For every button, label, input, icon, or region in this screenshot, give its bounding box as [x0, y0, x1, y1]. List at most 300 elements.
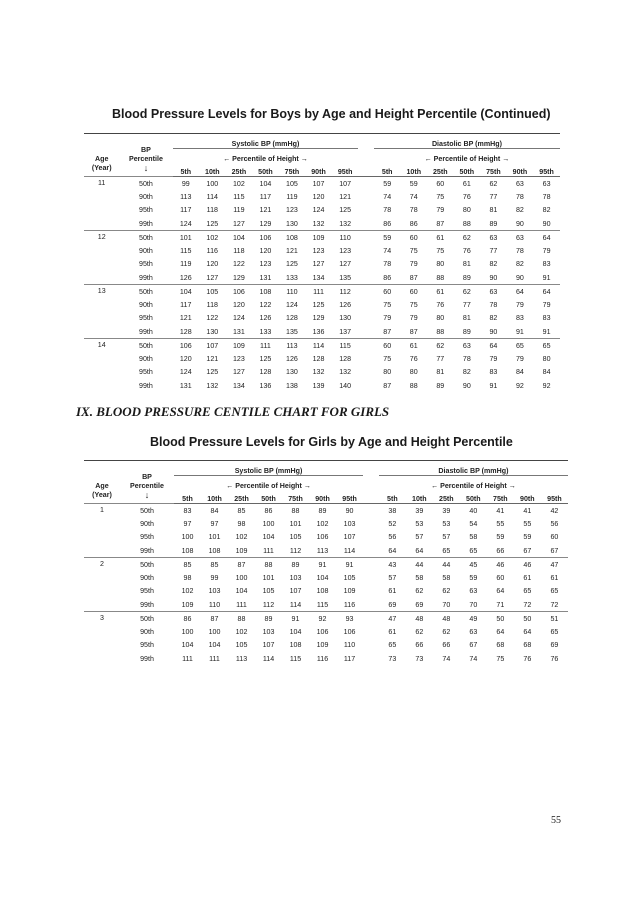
- age-cell: 14: [84, 339, 119, 393]
- diastolic-value-cell: 67: [523, 546, 532, 555]
- diastolic-value-cell: 80: [436, 260, 445, 269]
- diastolic-value-cell: 78: [383, 206, 392, 215]
- systolic-height-col-header: 10th: [199, 163, 226, 177]
- diastolic-value-cell: 83: [542, 260, 551, 269]
- diastolic-value-cell: 46: [487, 558, 514, 572]
- systolic-value-cell: 116: [316, 654, 329, 663]
- column-gap: [358, 339, 373, 353]
- bp-percentile-cell: 50th: [119, 231, 172, 245]
- systolic-value-cell: 117: [180, 206, 192, 215]
- diastolic-value-cell: 72: [550, 600, 559, 609]
- diastolic-value-cell: 60: [496, 573, 505, 582]
- diastolic-value-cell: 59: [400, 177, 427, 191]
- systolic-value-cell: 129: [259, 219, 272, 228]
- systolic-value-cell: 128: [286, 314, 298, 323]
- diastolic-value-cell: 76: [550, 654, 559, 663]
- table-row: [84, 177, 560, 191]
- diastolic-value-cell: 41: [487, 504, 514, 518]
- diastolic-value-cell: 54: [469, 519, 478, 528]
- systolic-value-cell: 136: [312, 327, 325, 336]
- systolic-value-cell: 106: [226, 285, 253, 299]
- diastolic-value-cell: 64: [523, 627, 532, 636]
- systolic-value-cell: 83: [174, 504, 201, 518]
- diastolic-value-cell: 90: [462, 381, 471, 390]
- table-row: [84, 571, 568, 585]
- diastolic-value-cell: 47: [379, 612, 406, 626]
- diastolic-value-cell: 56: [388, 533, 397, 542]
- systolic-value-cell: 135: [286, 327, 298, 336]
- systolic-value-cell: 133: [259, 327, 272, 336]
- systolic-value-cell: 89: [282, 558, 309, 572]
- column-gap: [358, 217, 373, 231]
- systolic-value-cell: 121: [179, 314, 192, 323]
- diastolic-value-cell: 63: [533, 177, 560, 191]
- age-header: [84, 134, 119, 177]
- systolic-value-cell: 104: [226, 231, 253, 245]
- systolic-value-cell: 120: [312, 192, 325, 201]
- diastolic-value-cell: 59: [496, 533, 505, 542]
- systolic-value-cell: 105: [235, 641, 248, 650]
- diastolic-value-cell: 89: [462, 273, 471, 282]
- diastolic-value-cell: 62: [442, 627, 451, 636]
- diastolic-value-cell: 61: [427, 231, 454, 245]
- age-header-label: Age (Year): [91, 155, 112, 172]
- systolic-value-cell: 107: [343, 533, 356, 542]
- diastolic-height-col-header: 5th: [379, 490, 406, 504]
- systolic-value-cell: 131: [179, 381, 192, 390]
- systolic-value-cell: 111: [252, 339, 279, 353]
- diastolic-value-cell: 70: [442, 600, 451, 609]
- systolic-value-cell: 100: [181, 627, 194, 636]
- diastolic-value-cell: 80: [409, 368, 418, 377]
- systolic-value-cell: 125: [206, 219, 219, 228]
- systolic-value-cell: 135: [339, 273, 352, 282]
- bp-percentile-cell: 99th: [140, 600, 154, 609]
- systolic-height-col-header: 25th: [226, 163, 253, 177]
- systolic-value-cell: 125: [286, 260, 298, 269]
- systolic-value-cell: 105: [343, 573, 356, 582]
- table-row: [84, 585, 568, 599]
- systolic-value-cell: 106: [316, 533, 329, 542]
- diastolic-value-cell: 90: [489, 327, 498, 336]
- diastolic-value-cell: 62: [480, 177, 507, 191]
- bp-percentile-cell: 50th: [120, 504, 174, 518]
- systolic-header: Systolic BP (mmHg): [173, 134, 359, 149]
- systolic-height-col-header: 75th: [282, 490, 309, 504]
- diastolic-value-cell: 76: [436, 300, 445, 309]
- table-row: [84, 339, 560, 353]
- systolic-value-cell: 126: [179, 273, 192, 282]
- diastolic-value-cell: 70: [469, 600, 478, 609]
- diastolic-value-cell: 76: [462, 192, 471, 201]
- diastolic-value-cell: 60: [374, 339, 401, 353]
- diastolic-value-cell: 43: [379, 558, 406, 572]
- column-gap: [363, 585, 379, 599]
- girls-bp-table: [84, 460, 568, 666]
- diastolic-value-cell: 82: [515, 260, 524, 269]
- column-gap: [363, 531, 379, 545]
- systolic-value-cell: 124: [312, 206, 325, 215]
- systolic-height-col-header: 50th: [252, 163, 279, 177]
- systolic-value-cell: 112: [289, 546, 302, 555]
- diastolic-value-cell: 77: [462, 300, 471, 309]
- column-gap: [358, 366, 373, 380]
- column-gap: [358, 258, 373, 272]
- diastolic-value-cell: 89: [489, 219, 498, 228]
- systolic-value-cell: 89: [309, 504, 336, 518]
- bp-percentile-cell: 99th: [140, 654, 154, 663]
- diastolic-value-cell: 78: [383, 260, 392, 269]
- systolic-value-cell: 128: [259, 368, 272, 377]
- diastolic-value-cell: 83: [542, 314, 551, 323]
- systolic-value-cell: 103: [208, 587, 221, 596]
- diastolic-value-cell: 84: [542, 368, 551, 377]
- systolic-value-cell: 101: [208, 533, 221, 542]
- diastolic-value-cell: 51: [541, 612, 568, 626]
- diastolic-value-cell: 57: [442, 533, 451, 542]
- diastolic-value-cell: 75: [496, 654, 505, 663]
- systolic-value-cell: 130: [286, 368, 298, 377]
- diastolic-value-cell: 78: [409, 206, 418, 215]
- diastolic-value-cell: 92: [515, 381, 524, 390]
- diastolic-value-cell: 52: [388, 519, 397, 528]
- boys-table-title: Blood Pressure Levels for Boys by Age and Height Percentile (Continued): [112, 107, 551, 121]
- systolic-value-cell: 123: [259, 260, 272, 269]
- diastolic-value-cell: 65: [388, 641, 397, 650]
- diastolic-value-cell: 66: [415, 641, 424, 650]
- systolic-value-cell: 109: [226, 339, 253, 353]
- diastolic-value-cell: 91: [542, 273, 551, 282]
- column-gap: [358, 244, 373, 258]
- diastolic-value-cell: 64: [507, 285, 534, 299]
- systolic-value-cell: 133: [286, 273, 298, 282]
- systolic-value-cell: 123: [286, 206, 298, 215]
- systolic-value-cell: 86: [255, 504, 282, 518]
- age-cell: 11: [84, 177, 119, 231]
- systolic-value-cell: 102: [316, 519, 329, 528]
- systolic-value-cell: 138: [286, 381, 298, 390]
- diastolic-value-cell: 58: [442, 573, 451, 582]
- diastolic-value-cell: 65: [442, 546, 451, 555]
- diastolic-value-cell: 90: [515, 219, 524, 228]
- bp-percentile-cell: 90th: [139, 300, 153, 309]
- table-row: [84, 652, 568, 666]
- diastolic-value-cell: 60: [427, 177, 454, 191]
- systolic-value-cell: 119: [233, 206, 245, 215]
- table-row: [84, 231, 560, 245]
- diastolic-value-cell: 78: [542, 192, 551, 201]
- diastolic-value-cell: 64: [533, 285, 560, 299]
- table-row: [84, 271, 560, 285]
- systolic-value-cell: 123: [312, 246, 325, 255]
- table-row: [84, 544, 568, 558]
- systolic-value-cell: 125: [259, 354, 272, 363]
- diastolic-value-cell: 53: [442, 519, 451, 528]
- diastolic-value-cell: 88: [409, 381, 418, 390]
- systolic-value-cell: 127: [232, 368, 245, 377]
- diastolic-value-cell: 74: [383, 192, 392, 201]
- systolic-value-cell: 118: [206, 300, 218, 309]
- diastolic-height-col-header: 75th: [487, 490, 514, 504]
- diastolic-value-cell: 89: [462, 327, 471, 336]
- diastolic-value-cell: 62: [454, 231, 481, 245]
- diastolic-height-col-header: 75th: [480, 163, 507, 177]
- systolic-value-cell: 115: [289, 654, 302, 663]
- systolic-value-cell: 88: [228, 612, 255, 626]
- diastolic-value-cell: 75: [383, 354, 392, 363]
- systolic-value-cell: 102: [226, 177, 253, 191]
- systolic-value-cell: 107: [332, 177, 359, 191]
- systolic-value-cell: 111: [305, 285, 332, 299]
- diastolic-value-cell: 64: [415, 546, 424, 555]
- column-gap: [358, 271, 373, 285]
- systolic-value-cell: 139: [312, 381, 325, 390]
- systolic-value-cell: 91: [336, 558, 363, 572]
- systolic-value-cell: 136: [259, 381, 272, 390]
- bp-percentile-cell: 95th: [139, 368, 153, 377]
- diastolic-value-cell: 56: [550, 519, 559, 528]
- systolic-value-cell: 105: [199, 285, 226, 299]
- systolic-value-cell: 117: [343, 654, 356, 663]
- systolic-value-cell: 108: [289, 641, 302, 650]
- diastolic-value-cell: 68: [523, 641, 532, 650]
- column-gap: [363, 504, 379, 518]
- diastolic-header: Diastolic BP (mmHg): [379, 461, 568, 476]
- table-row: [84, 558, 568, 572]
- column-gap: [358, 352, 373, 366]
- diastolic-value-cell: 89: [436, 381, 445, 390]
- diastolic-value-cell: 75: [436, 246, 445, 255]
- systolic-value-cell: 117: [180, 300, 192, 309]
- diastolic-value-cell: 40: [460, 504, 487, 518]
- diastolic-value-cell: 64: [388, 546, 397, 555]
- diastolic-value-cell: 86: [409, 219, 418, 228]
- systolic-value-cell: 115: [332, 339, 359, 353]
- table-row: [84, 598, 568, 612]
- diastolic-value-cell: 48: [433, 612, 460, 626]
- diastolic-value-cell: 63: [469, 627, 478, 636]
- age-cell: 13: [84, 285, 119, 339]
- systolic-value-cell: 90: [336, 504, 363, 518]
- diastolic-height-col-header: 25th: [433, 490, 460, 504]
- diastolic-value-cell: 69: [415, 600, 424, 609]
- diastolic-value-cell: 79: [515, 300, 524, 309]
- diastolic-value-cell: 46: [514, 558, 541, 572]
- systolic-value-cell: 104: [316, 573, 329, 582]
- systolic-value-cell: 85: [174, 558, 201, 572]
- diastolic-value-cell: 66: [442, 641, 451, 650]
- systolic-value-cell: 97: [210, 519, 219, 528]
- diastolic-height-col-header: 5th: [374, 163, 401, 177]
- systolic-height-col-header: 90th: [309, 490, 336, 504]
- systolic-value-cell: 130: [206, 327, 219, 336]
- diastolic-value-cell: 81: [436, 368, 445, 377]
- bp-percentile-label: BP Percentile: [128, 146, 163, 163]
- bp-percentile-cell: 99th: [139, 327, 153, 336]
- bp-percentile-cell: 90th: [139, 192, 153, 201]
- systolic-value-cell: 98: [183, 573, 192, 582]
- systolic-value-cell: 121: [286, 246, 298, 255]
- systolic-value-cell: 102: [181, 587, 194, 596]
- diastolic-height-col-header: 90th: [507, 163, 534, 177]
- down-arrow-icon: ↓: [143, 163, 149, 173]
- diastolic-value-cell: 59: [374, 177, 401, 191]
- diastolic-value-cell: 87: [436, 219, 445, 228]
- diastolic-height-percentile-label: ← Percentile of Height →: [431, 482, 516, 490]
- diastolic-value-cell: 79: [409, 260, 418, 269]
- systolic-value-cell: 125: [312, 300, 325, 309]
- diastolic-value-cell: 62: [427, 339, 454, 353]
- diastolic-value-cell: 45: [460, 558, 487, 572]
- column-gap: [363, 652, 379, 666]
- column-gap: [358, 325, 373, 339]
- diastolic-value-cell: 79: [542, 246, 551, 255]
- systolic-value-cell: 122: [206, 314, 219, 323]
- diastolic-height-col-header: 90th: [514, 490, 541, 504]
- systolic-value-cell: 99: [210, 573, 219, 582]
- diastolic-value-cell: 63: [507, 177, 534, 191]
- diastolic-value-cell: 83: [515, 314, 524, 323]
- bp-percentile-header: [119, 134, 172, 177]
- systolic-value-cell: 121: [339, 192, 352, 201]
- diastolic-value-cell: 57: [388, 573, 397, 582]
- systolic-value-cell: 121: [206, 354, 219, 363]
- diastolic-value-cell: 58: [415, 573, 424, 582]
- systolic-value-cell: 132: [312, 368, 325, 377]
- diastolic-value-cell: 83: [489, 368, 498, 377]
- bp-percentile-cell: 50th: [119, 285, 172, 299]
- systolic-value-cell: 86: [174, 612, 201, 626]
- diastolic-value-cell: 48: [406, 612, 433, 626]
- systolic-value-cell: 128: [179, 327, 192, 336]
- diastolic-value-cell: 91: [515, 327, 524, 336]
- diastolic-value-cell: 67: [550, 546, 559, 555]
- diastolic-value-cell: 81: [489, 206, 498, 215]
- diastolic-value-cell: 69: [388, 600, 397, 609]
- table-row: [84, 204, 560, 218]
- diastolic-height-col-header: 10th: [406, 490, 433, 504]
- column-gap: [358, 190, 373, 204]
- diastolic-value-cell: 62: [442, 587, 451, 596]
- bp-percentile-cell: 90th: [140, 627, 154, 636]
- diastolic-value-cell: 80: [383, 368, 392, 377]
- diastolic-value-cell: 61: [388, 627, 397, 636]
- diastolic-value-cell: 62: [454, 285, 481, 299]
- diastolic-value-cell: 65: [533, 339, 560, 353]
- diastolic-value-cell: 92: [542, 381, 551, 390]
- diastolic-value-cell: 87: [383, 381, 392, 390]
- bp-percentile-cell: 90th: [139, 354, 153, 363]
- bp-percentile-label: BP Percentile: [130, 473, 164, 490]
- bp-percentile-cell: 90th: [140, 573, 154, 582]
- systolic-value-cell: 99: [173, 177, 200, 191]
- systolic-value-cell: 123: [232, 354, 245, 363]
- diastolic-value-cell: 61: [427, 285, 454, 299]
- systolic-value-cell: 130: [339, 314, 352, 323]
- diastolic-value-cell: 57: [415, 533, 424, 542]
- girls-table-title: Blood Pressure Levels for Girls by Age and Height Percentile: [150, 435, 513, 449]
- table-row: [84, 379, 560, 393]
- diastolic-value-cell: 62: [415, 587, 424, 596]
- systolic-value-cell: 107: [262, 641, 275, 650]
- diastolic-value-cell: 67: [469, 641, 478, 650]
- diastolic-value-cell: 81: [462, 314, 471, 323]
- bp-percentile-cell: 99th: [139, 273, 153, 282]
- diastolic-value-cell: 86: [383, 273, 392, 282]
- diastolic-value-cell: 78: [515, 192, 524, 201]
- systolic-value-cell: 114: [262, 654, 275, 663]
- systolic-value-cell: 109: [181, 600, 194, 609]
- column-gap: [363, 476, 379, 491]
- diastolic-value-cell: 62: [415, 627, 424, 636]
- column-gap: [358, 163, 373, 177]
- diastolic-value-cell: 61: [454, 177, 481, 191]
- systolic-value-cell: 106: [252, 231, 279, 245]
- diastolic-value-cell: 82: [542, 206, 551, 215]
- diastolic-value-cell: 82: [489, 314, 498, 323]
- systolic-value-cell: 134: [312, 273, 325, 282]
- diastolic-value-cell: 63: [480, 231, 507, 245]
- diastolic-value-cell: 88: [462, 219, 471, 228]
- diastolic-value-cell: 59: [469, 573, 478, 582]
- systolic-height-col-header: 75th: [279, 163, 306, 177]
- column-gap: [363, 598, 379, 612]
- diastolic-height-col-header: 10th: [400, 163, 427, 177]
- age-cell: 3: [84, 612, 120, 666]
- systolic-value-cell: 119: [286, 192, 298, 201]
- systolic-value-cell: 120: [206, 260, 219, 269]
- systolic-value-cell: 88: [282, 504, 309, 518]
- diastolic-value-cell: 77: [436, 354, 445, 363]
- table-row: [84, 325, 560, 339]
- column-gap: [363, 517, 379, 531]
- systolic-value-cell: 113: [279, 339, 306, 353]
- diastolic-value-cell: 76: [409, 354, 418, 363]
- systolic-value-cell: 91: [282, 612, 309, 626]
- systolic-value-cell: 120: [259, 246, 272, 255]
- table-row: [84, 612, 568, 626]
- systolic-value-cell: 110: [208, 600, 221, 609]
- diastolic-height-col-header: 50th: [454, 163, 481, 177]
- bp-percentile-cell: 99th: [139, 219, 153, 228]
- systolic-value-cell: 110: [343, 641, 356, 650]
- systolic-value-cell: 127: [339, 260, 352, 269]
- systolic-value-cell: 127: [206, 273, 219, 282]
- diastolic-value-cell: 79: [515, 354, 524, 363]
- diastolic-height-col-header: 95th: [533, 163, 560, 177]
- bp-percentile-cell: 95th: [140, 533, 154, 542]
- diastolic-value-cell: 75: [409, 300, 418, 309]
- systolic-value-cell: 89: [255, 612, 282, 626]
- age-header: [84, 461, 120, 504]
- systolic-value-cell: 103: [289, 573, 302, 582]
- column-gap: [363, 544, 379, 558]
- diastolic-value-cell: 47: [541, 558, 568, 572]
- diastolic-value-cell: 61: [400, 339, 427, 353]
- age-cell: 1: [84, 504, 120, 558]
- diastolic-value-cell: 55: [496, 519, 505, 528]
- bp-percentile-cell: 95th: [139, 260, 153, 269]
- systolic-value-cell: 122: [232, 260, 245, 269]
- down-arrow-icon: ↓: [144, 490, 150, 500]
- diastolic-value-cell: 71: [496, 600, 505, 609]
- diastolic-value-cell: 66: [496, 546, 505, 555]
- systolic-value-cell: 103: [262, 627, 275, 636]
- column-gap: [358, 285, 373, 299]
- diastolic-value-cell: 50: [487, 612, 514, 626]
- systolic-value-cell: 104: [181, 641, 194, 650]
- systolic-value-cell: 132: [312, 219, 325, 228]
